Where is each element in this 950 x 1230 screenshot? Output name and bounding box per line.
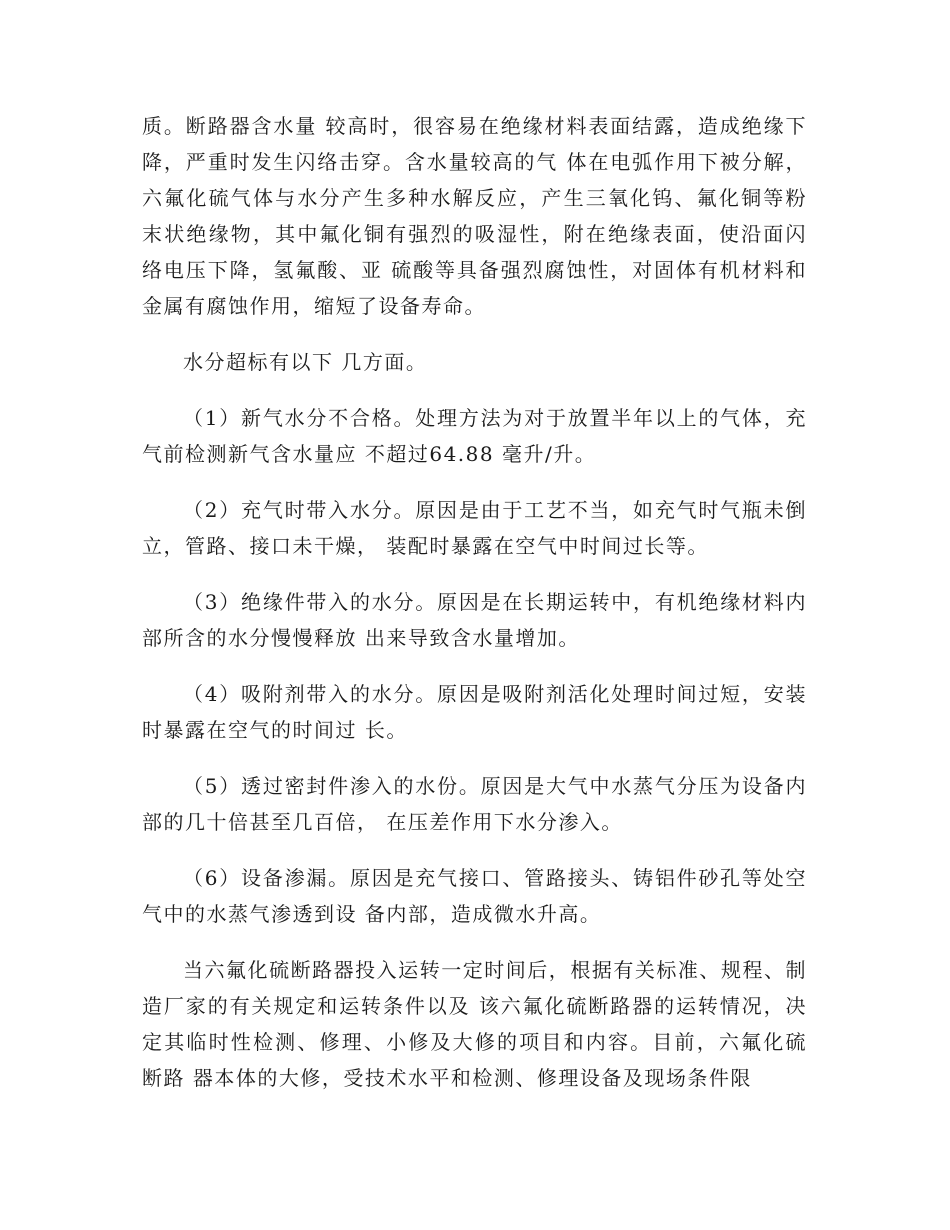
paragraph-2: 水分超标有以下 几方面。 xyxy=(183,350,428,374)
paragraph-8: （6）设备渗漏。原因是充气接口、管路接头、铸铝件砂孔等处空气中的水蒸气渗透到设 备内部，造成微水升高。 xyxy=(142,866,807,926)
paragraph-6: （4）吸附剂带入的水分。原因是吸附剂活化处理时间过短，安装时暴露在空气的时间过 长。 xyxy=(142,682,807,742)
paragraph-9: 当六氟化硫断路器投入运转一定时间后，根据有关标准、规程、制造厂家的有关规定和运转条件以及 该六氟化硫断路器的运转情况，决定其临时性检测、修理、小修及大修的项目和内容。目前，六氟化硫断路 器本体的大修，受技术水平和检测、修理设备及现场条件限 xyxy=(142,958,807,1090)
paragraph-7: （5）透过密封件渗入的水份。原因是大气中水蒸气分压为设备内部的几十倍甚至几百倍， 在压差作用下水分渗入。 xyxy=(142,774,807,834)
paragraph-1: 质。断路器含水量 较高时，很容易在绝缘材料表面结露，造成绝缘下降，严重时发生闪络击穿。含水量较高的气 体在电弧作用下被分解，六氟化硫气体与水分产生多种水解反应，产生三氧化钨、氟化铜等粉末状绝缘物，其中氟化铜有强烈的吸湿性，附在绝缘表面，使沿面闪络电压下降，氢氟酸、亚 硫酸等具备强烈腐蚀性，对固体有机材料和金属有腐蚀作用，缩短了设备寿命。 xyxy=(142,114,807,318)
document-page xyxy=(142,108,807,1116)
paragraph-3: （1）新气水分不合格。处理方法为对于放置半年以上的气体，充气前检测新气含水量应 不超过64.88 毫升/升。 xyxy=(142,406,807,466)
paragraph-5: （3）绝缘件带入的水分。原因是在长期运转中，有机绝缘材料内部所含的水分慢慢释放 出来导致含水量增加。 xyxy=(142,590,807,650)
paragraph-4: （2）充气时带入水分。原因是由于工艺不当，如充气时气瓶未倒立，管路、接口未干燥， 装配时暴露在空气中时间过长等。 xyxy=(142,498,807,558)
